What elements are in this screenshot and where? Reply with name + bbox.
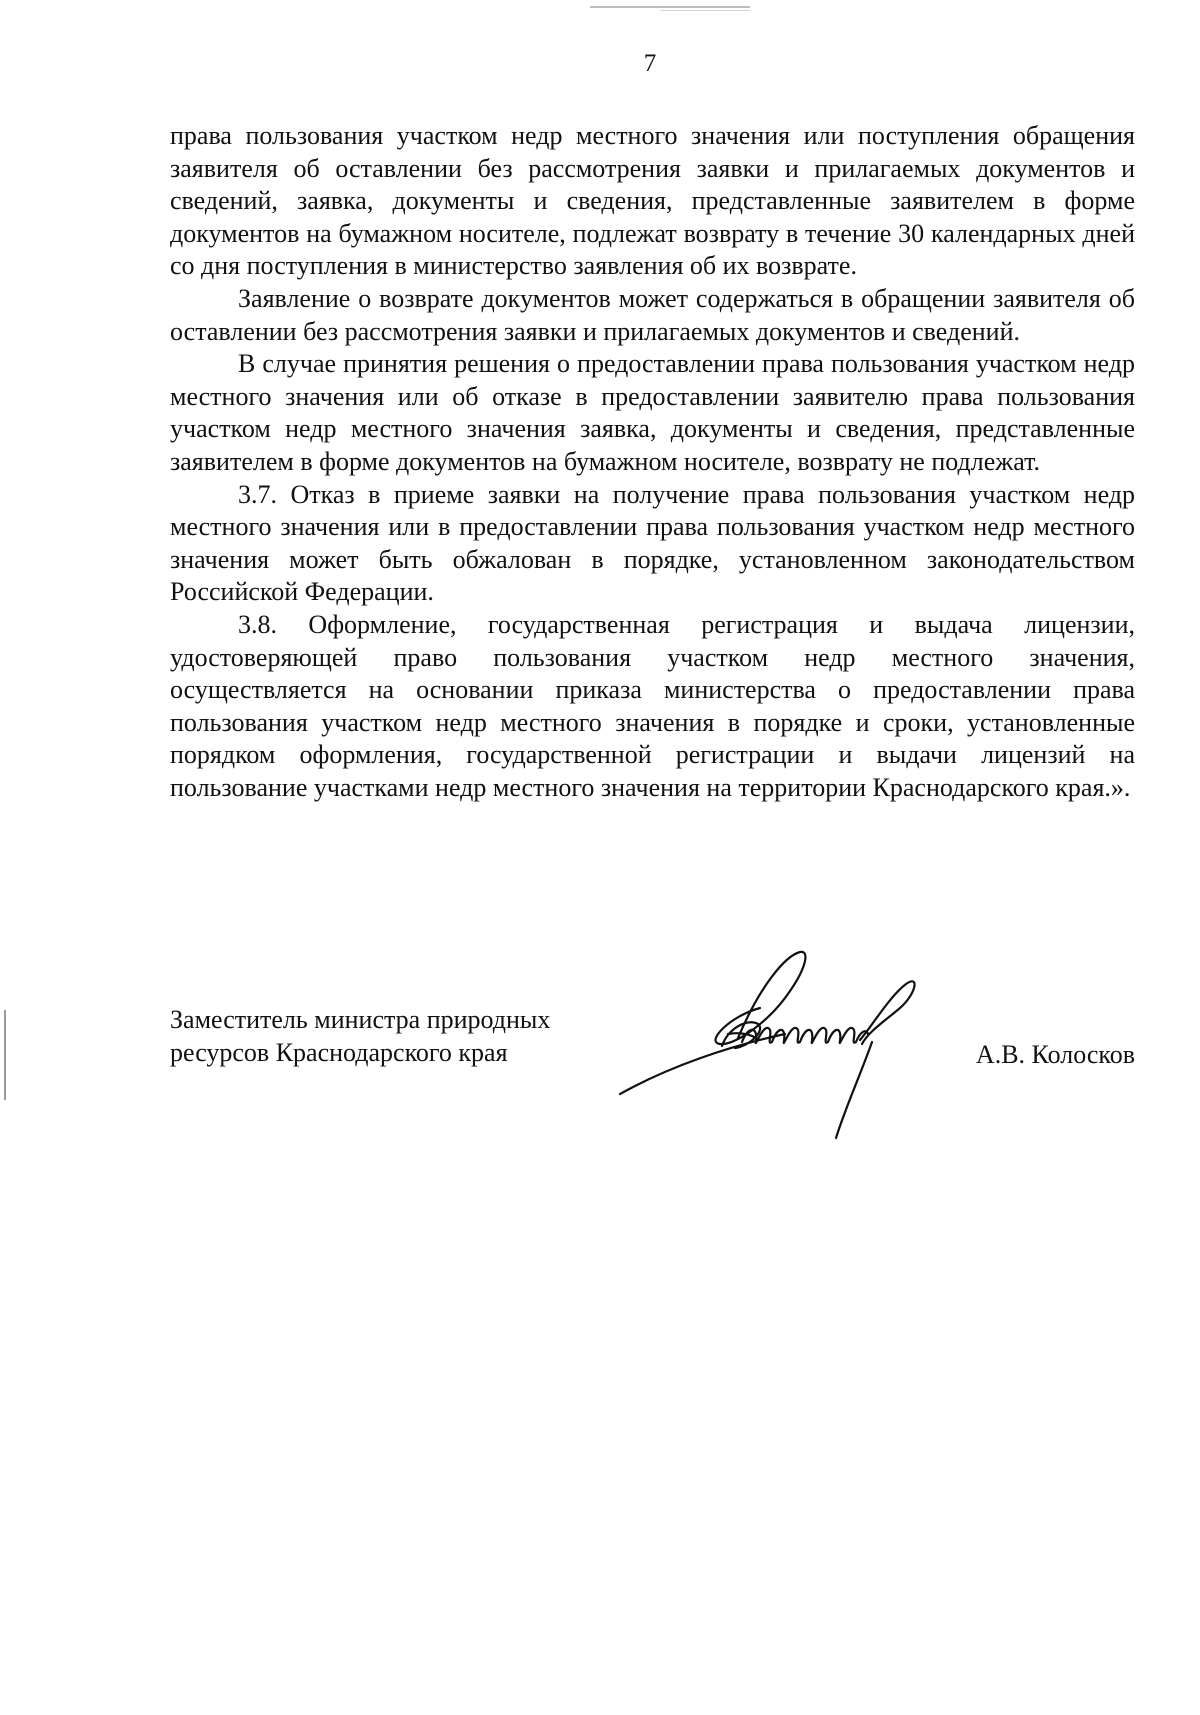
paragraph-clause-3-8: 3.8. Оформление, государственная регистрация и выдача лицензии, удостоверяющей право пользования участком недр местного значения, осуществляется на основании приказа министерства о предоставлении права пользования участком недр местного значения в порядке и сроки, установленные порядком оформления, государственной регистрации и выдачи лицензий на пользование участками недр местного значения на территории Краснодарского края.». — [170, 609, 1135, 802]
paragraph-continuation: права пользования участком недр местного значения или поступления обращения заявителя об оставлении без рассмотрения заявки и прилагаемых документов и сведений, заявка, документы и сведения, представленные заявителем в форме документов на бумажном носителе, подлежат возврату в течение 30 календарных дней со дня поступления в министерство заявления об их возврате. — [170, 121, 1135, 281]
signer-title-line-2: ресурсов Краснодарского края — [170, 1038, 508, 1067]
handwritten-signature — [610, 946, 920, 1146]
signature-block — [170, 1003, 1135, 1153]
top-scan-rule-secondary — [660, 10, 750, 11]
paragraph-clause-3-7: 3.7. Отказ в приеме заявки на получение права пользования участком недр местного значения или в предоставлении права пользования участком недр местного значения может быть обжалован в порядке, установленном законодательством Российской Федерации. — [170, 479, 1135, 607]
signer-title — [170, 1003, 590, 1069]
top-scan-rule — [590, 6, 750, 8]
page-number: 7 — [643, 50, 657, 77]
signer-name: А.В. Колосков — [975, 1040, 1135, 1069]
signer-title-line-1: Заместитель министра природных — [170, 1005, 551, 1034]
document-body — [170, 120, 1135, 804]
scan-edge-mark — [4, 1010, 6, 1100]
paragraph-decision-case: В случае принятия решения о предоставлении права пользования участком недр местного значения или об отказе в предоставлении заявителю права пользования участком недр местного значения заявка, документы и сведения, представленные заявителем в форме документов на бумажном носителе, возврату не подлежат. — [170, 349, 1135, 476]
paragraph-return-statement: Заявление о возврате документов может содержаться в обращении заявителя об оставлении без рассмотрения заявки и прилагаемых документов и сведений. — [170, 283, 1135, 346]
